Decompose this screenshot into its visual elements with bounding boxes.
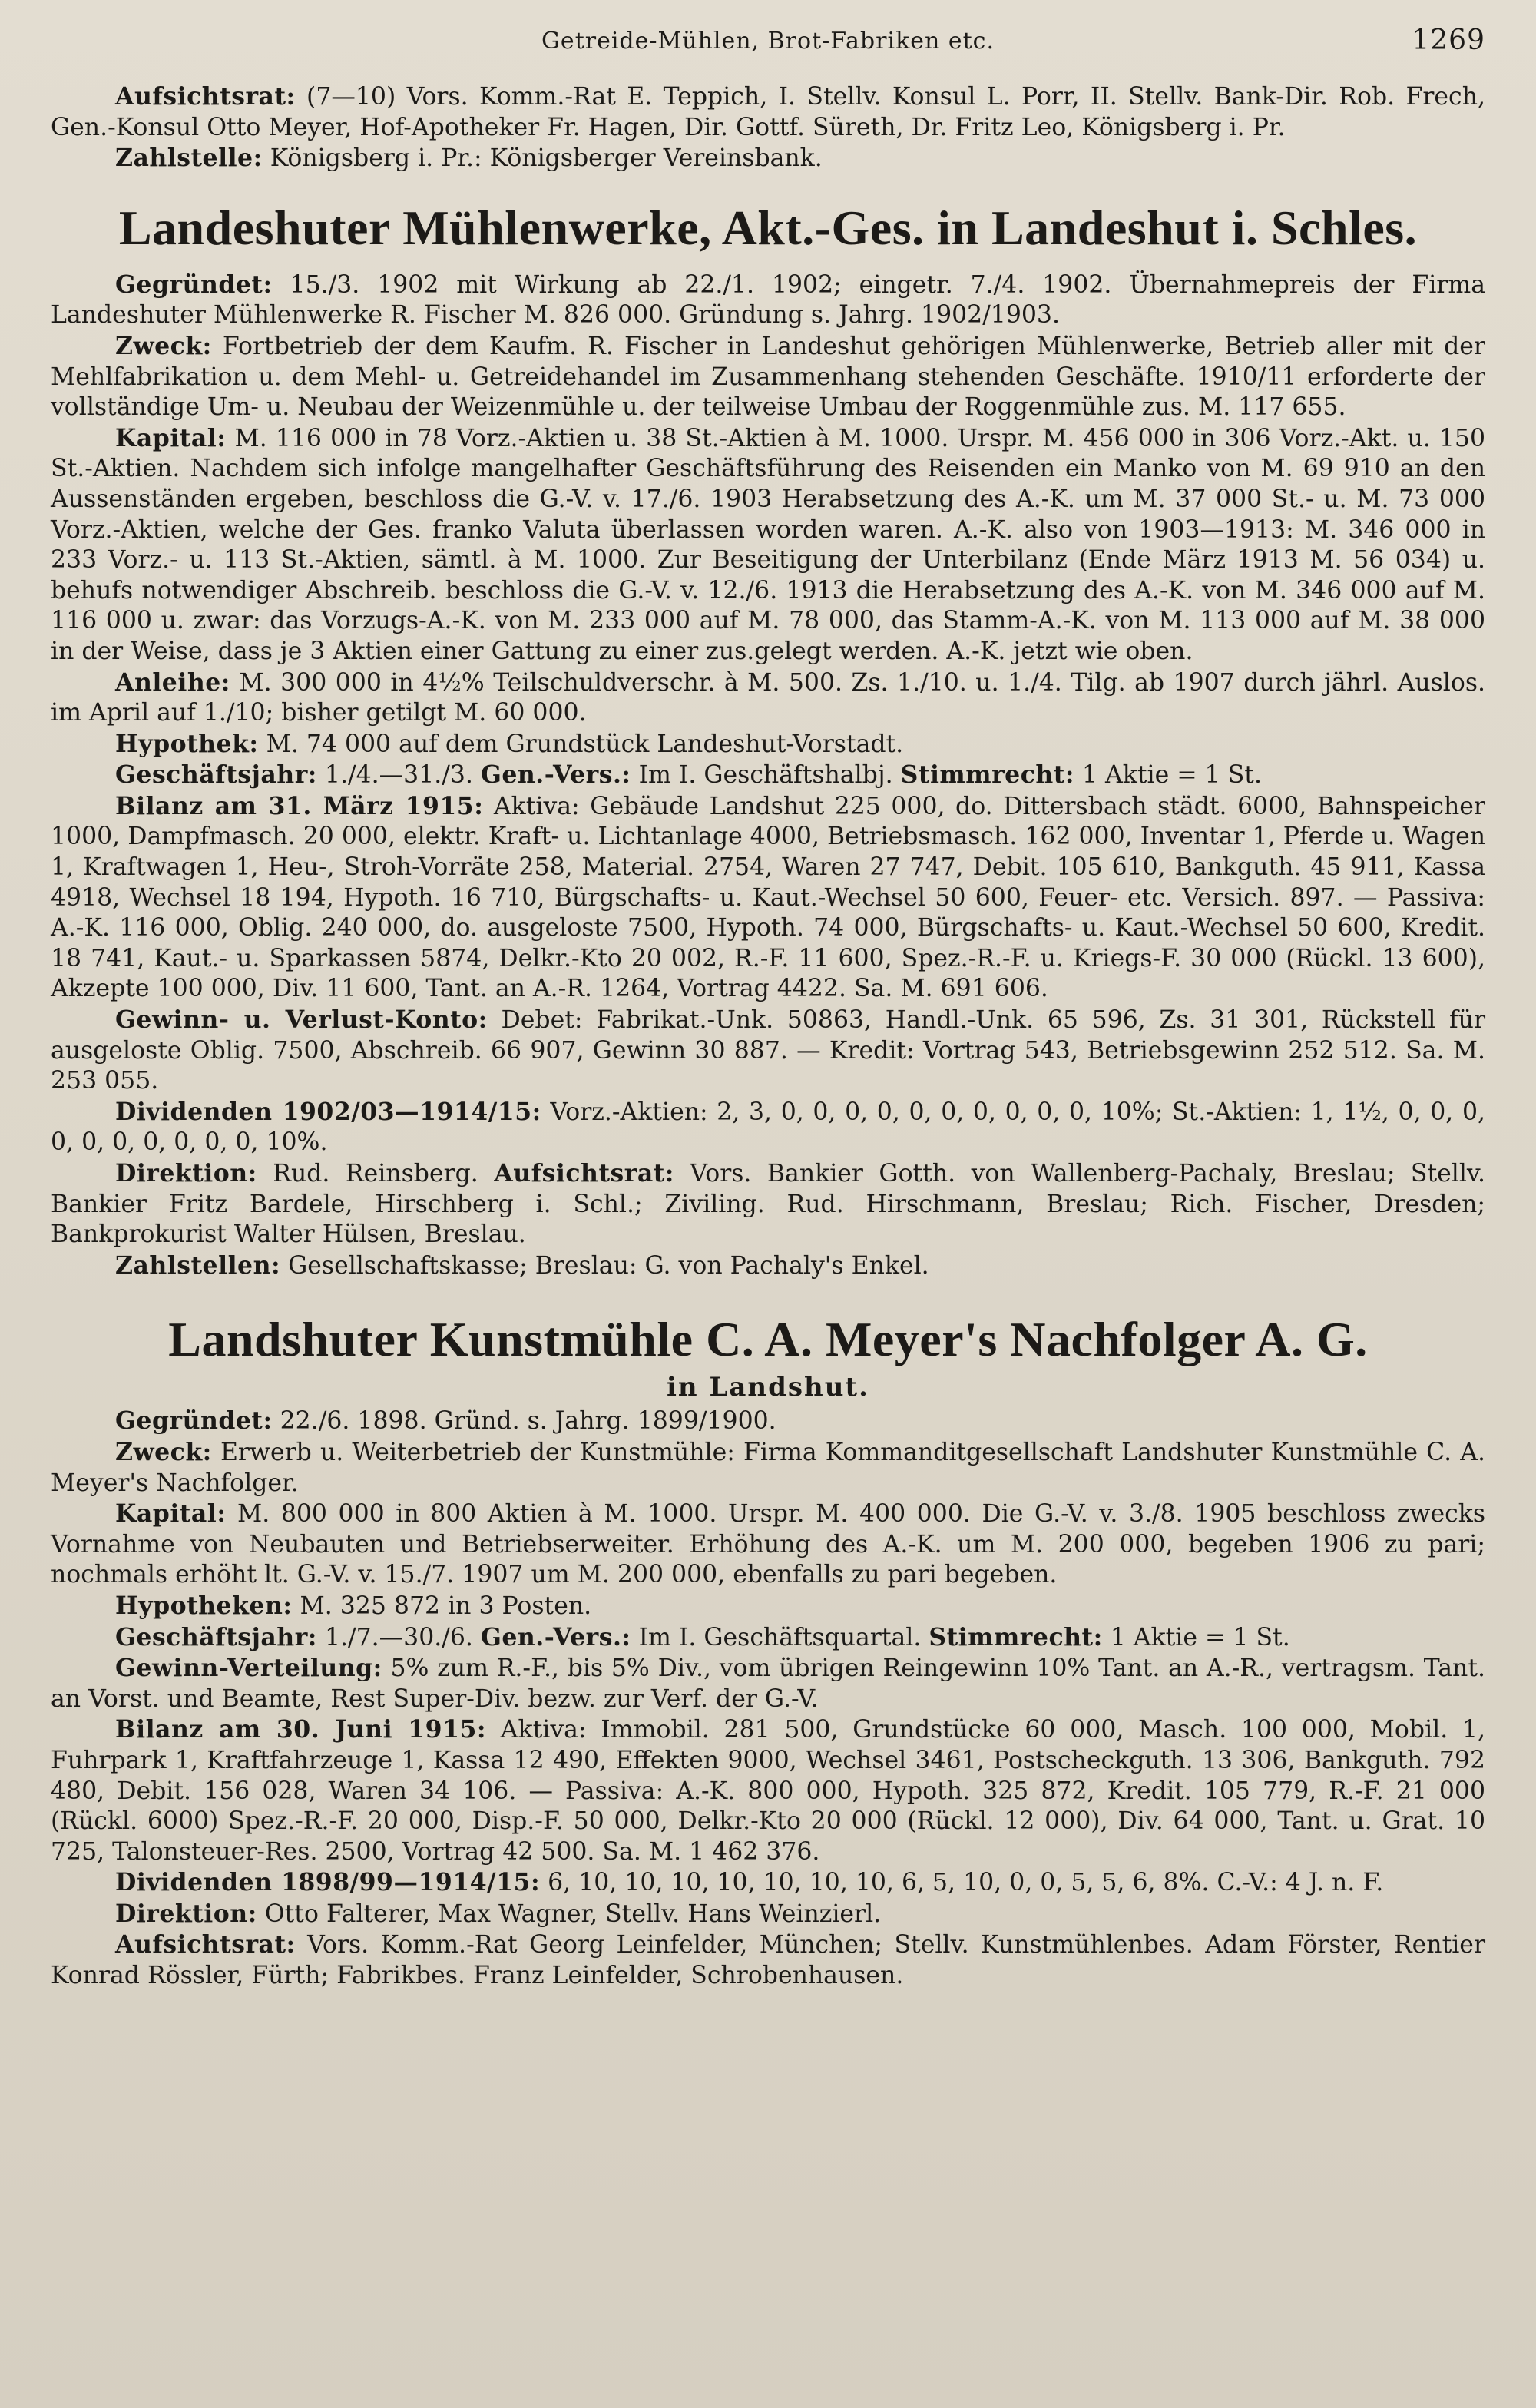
paragraph: [51, 667, 1485, 729]
field-label: Zweck:: [115, 1437, 212, 1466]
field-text: 6, 10, 10, 10, 10, 10, 10, 10, 6, 5, 10, 0, 0, 5, 5, 6, 8%. C.-V.: 4 J. n. F.: [548, 1869, 1384, 1897]
field-label: Zweck:: [115, 331, 212, 360]
field-text: Aktiva: Gebäude Landshut 225 000, do. Dittersbach städt. 6000, Bahnspeicher 1000, Dampfmasch. 20 000, elektr. Kraft- u. Lichtanlage 4000, Betriebsmasch. 162 000, Inventar 1, Pferde u. Wagen 1, Kraftwagen 1, Heu-, Stroh-Vorräte 258, Material. 2754, Waren 27 747, Debit. 105 610, Bankguth. 45 911, Kassa 4918, Wechsel 18 194, Hypoth. 16 710, Bürgschafts- u. Kaut.-Wechsel 50 600, Feuer- etc. Versich. 897. — Passiva: A.-K. 116 000, Oblig. 240 000, do. ausgeloste 7500, Hypoth. 74 000, Bürgschafts- u. Kaut.-Wechsel 50 600, Kredit. 18 741, Kaut.- u. Sparkassen 5874, Delkr.-Kto 20 002, R.-F. 11 600, Spez.-R.-F. u. Kriegs-F. 30 000 (Rückl. 13 600), Akzepte 100 000, Div. 11 600, Tant. an A.-R. 1264, Vortrag 4422. Sa. M. 691 606.: [51, 792, 1485, 1003]
field-label: Stimmrecht:: [929, 1622, 1103, 1651]
previous-entry-tail: [51, 81, 1485, 174]
field-text: 1./4.—31./3.: [324, 761, 473, 790]
field-label: Bilanz am 31. März 1915:: [115, 791, 484, 820]
field-label: Gegründet:: [115, 270, 273, 299]
field-label: Aufsichtsrat:: [494, 1159, 674, 1187]
field-text: M. 300 000 in 4½% Teilschuldverschr. à M. 500. Zs. 1./10. u. 1./4. Tilg. ab 1907 durch jährl. Auslos. im April auf 1./10; bisher getilgt M. 60 000.: [51, 668, 1486, 727]
paragraph: [51, 331, 1485, 423]
field-label: Zahlstellen:: [115, 1250, 281, 1280]
field-text: 1./7.—30./6.: [324, 1623, 473, 1651]
paragraph: [51, 1867, 1485, 1899]
field-text: 1 Aktie = 1 St.: [1110, 1623, 1290, 1651]
field-text: 5% zum R.-F., bis 5% Div., vom übrigen Reingewinn 10% Tant. an A.-R., vertragsm. Tant. an Vorst. und Beamte, Rest Super-Div. bezw. zur Verf. der G.-V.: [51, 1654, 1486, 1713]
field-label: Gen.-Vers.:: [480, 1622, 631, 1651]
paragraph: [51, 1929, 1485, 1991]
field-label: Gewinn- u. Verlust-Konto:: [115, 1005, 488, 1035]
company-subheading: in Landshut.: [666, 1372, 870, 1403]
field-text: Otto Falterer, Max Wagner, Stellv. Hans Weinzierl.: [264, 1900, 882, 1928]
field-label: Stimmrecht:: [900, 760, 1074, 790]
paragraph: [51, 423, 1485, 667]
paragraph: [51, 1499, 1485, 1591]
paragraph: [51, 1097, 1485, 1158]
field-label: Direktion:: [115, 1159, 257, 1187]
company-entry: [51, 270, 1485, 1282]
paragraph: [51, 729, 1485, 760]
field-text: Rud. Reinsberg.: [273, 1160, 478, 1187]
field-text: Im I. Geschäftsquartal.: [638, 1623, 922, 1651]
field-text: Vorz.-Aktien: 2, 3, 0, 0, 0, 0, 0, 0, 0, 0, 0, 0, 10%; St.-Aktien: 1, 1½, 0, 0, 0, 0, 0, 0, 0, 0, 0, 0, 10%.: [51, 1098, 1486, 1157]
field-label: Zahlstelle:: [115, 144, 263, 173]
field-label: Aufsichtsrat:: [115, 1930, 296, 1959]
field-text: (7—10) Vors. Komm.-Rat E. Teppich, I. Stellv. Konsul L. Porr, II. Stellv. Bank-Dir. Rob. Frech, Gen.-Konsul Otto Meyer, Hof-Apotheker Fr. Hagen, Dir. Gottf. Süreth, Dr. Fritz Leo, Königsberg i. Pr.: [51, 83, 1486, 141]
field-text: 15./3. 1902 mit Wirkung ab 22./1. 1902; eingetr. 7./4. 1902. Übernahmepreis der Firma Landeshuter Mühlenwerke R. Fischer M. 826 000. Gründung s. Jahrg. 1902/1903.: [51, 270, 1486, 330]
field-label: Hypotheken:: [115, 1591, 293, 1620]
page-number: 1269: [1412, 25, 1485, 56]
field-text: Debet: Fabrikat.-Unk. 50863, Handl.-Unk. 65 596, Zs. 31 301, Rückstell für ausgeloste Oblig. 7500, Abschreib. 66 907, Gewinn 30 887. — Kredit: Vortrag 543, Betriebsgewinn 252 512. Sa. M. 253 055.: [51, 1006, 1485, 1095]
field-text: Im I. Geschäftshalbj.: [638, 761, 893, 790]
field-label: Anleihe:: [115, 667, 230, 697]
field-label: Hypothek:: [115, 729, 259, 758]
running-head-title: Getreide-Mühlen, Brot-Fabriken etc.: [541, 28, 995, 55]
paragraph: [51, 1250, 1485, 1282]
field-label: Geschäftsjahr:: [115, 760, 317, 790]
paragraph: [51, 1653, 1485, 1714]
paragraph: [51, 791, 1485, 1005]
paragraph: [51, 1406, 1485, 1437]
company-heading: Landshuter Kunstmühle C. A. Meyer's Nachfolger A. G.: [168, 1312, 1368, 1367]
field-text: Fortbetrieb der dem Kaufm. R. Fischer in Landeshut gehörigen Mühlenwerke, Betrieb aller mit der Mehlfabrikation u. dem Mehl- u. Getreidehandel im Zusammenhang stehenden Geschäfte. 1910/11 erforderte der vollständige Um- u. Neubau der Weizenmühle u. der teilweise Umbau der Roggenmühle zus. M. 117 655.: [51, 332, 1485, 422]
paragraph: [51, 143, 1485, 174]
field-text: Gesellschaftskasse; Breslau: G. von Pachaly's Enkel.: [288, 1251, 929, 1280]
paragraph: [51, 1714, 1485, 1867]
paragraph: [51, 1622, 1485, 1654]
field-label: Gewinn-Verteilung:: [115, 1654, 382, 1683]
field-label: Bilanz am 30. Juni 1915:: [115, 1715, 487, 1744]
field-text: 22./6. 1898. Gründ. s. Jahrg. 1899/1900.: [280, 1407, 776, 1436]
paragraph: [51, 270, 1485, 331]
paragraph: [51, 1437, 1485, 1499]
field-text: M. 800 000 in 800 Aktien à M. 1000. Urspr. M. 400 000. Die G.-V. v. 3./8. 1905 beschloss zwecks Vornahme von Neubauten und Betriebserweiter. Erhöhung des A.-K. um M. 200 000, begeben 1906 zu pari; nochmals erhöht lt. G.-V. v. 15./7. 1907 um M. 200 000, ebenfalls zu pari begeben.: [51, 1500, 1486, 1589]
field-label: Dividenden 1902/03—1914/15:: [115, 1097, 541, 1126]
field-label: Kapital:: [115, 423, 227, 452]
field-text: Vors. Bankier Gotth. von Wallenberg-Pachaly, Breslau; Stellv. Bankier Fritz Bardele, Hirschberg i. Schl.; Ziviling. Rud. Hirschmann, Breslau; Rich. Fischer, Dresden; Bankprokurist Walter Hülsen, Breslau.: [51, 1160, 1486, 1249]
paragraph: [51, 1158, 1485, 1250]
paragraph: [51, 81, 1485, 143]
field-text: Vors. Komm.-Rat Georg Leinfelder, München; Stellv. Kunstmühlenbes. Adam Förster, Rentier Konrad Rössler, Fürth; Fabrikbes. Franz Leinfelder, Schrobenhausen.: [51, 1931, 1486, 1990]
field-label: Gegründet:: [115, 1406, 273, 1436]
field-label: Aufsichtsrat:: [115, 82, 296, 111]
company-heading: Landeshuter Mühlenwerke, Akt.-Ges. in Landeshut i. Schles.: [118, 200, 1418, 255]
field-text: 1 Aktie = 1 St.: [1081, 761, 1262, 790]
field-label: Dividenden 1898/99—1914/15:: [115, 1868, 541, 1897]
field-text: M. 74 000 auf dem Grundstück Landeshut-Vorstadt.: [266, 730, 904, 758]
paragraph: [51, 1005, 1485, 1097]
field-text: Aktiva: Immobil. 281 500, Grundstücke 60 000, Masch. 100 000, Mobil. 1, Fuhrpark 1, Kraftfahrzeuge 1, Kassa 12 490, Effekten 9000, Wechsel 3461, Postscheckguth. 13 306, Bankguth. 792 480, Debit. 156 028, Waren 34 106. — Passiva: A.-K. 800 000, Hypoth. 325 872, Kredit. 105 779, R.-F. 21 000 (Rückl. 6000) Spez.-R.-F. 20 000, Disp.-F. 50 000, Delkr.-Kto 20 000 (Rückl. 12 000), Div. 64 000, Tant. u. Grat. 10 725, Talonsteuer-Res. 2500, Vortrag 42 500. Sa. M. 1 462 376.: [51, 1716, 1486, 1866]
paragraph: [51, 760, 1485, 791]
field-text: Königsberg i. Pr.: Königsberger Vereinsbank.: [270, 144, 823, 173]
company-entry: [51, 1406, 1485, 1991]
field-text: M. 116 000 in 78 Vorz.-Aktien u. 38 St.-Aktien à M. 1000. Urspr. M. 456 000 in 306 Vorz.-Akt. u. 150 St.-Aktien. Nachdem sich infolge mangelhafter Geschäftsführung des Reisenden ein Manko von M. 69 910 an den Aussenständen ergeben, beschloss die G.-V. v. 17./6. 1903 Herabsetzung des A.-K. um M. 37 000 St.- u. M. 73 000 Vorz.-Aktien, welche der Ges. franko Valuta überlassen worden waren. A.-K. also von 1903—1913: M. 346 000 in 233 Vorz.- u. 113 St.-Aktien, sämtl. à M. 1000. Zur Beseitigung der Unterbilanz (Ende März 1913 M. 56 034) u. behufs notwendiger Abschreib. beschloss die G.-V. v. 12./6. 1913 die Herabsetzung des A.-K. von M. 346 000 auf M. 116 000 u. zwar: das Vorzugs-A.-K. von M. 233 000 auf M. 78 000, das Stamm-A.-K. von M. 113 000 auf M. 38 000 in der Weise, dass je 3 Aktien einer Gattung zu einer zus.gelegt werden. A.-K. jetzt wie oben.: [51, 424, 1485, 665]
field-label: Direktion:: [115, 1899, 257, 1928]
field-label: Kapital:: [115, 1499, 227, 1529]
field-text: Erwerb u. Weiterbetrieb der Kunstmühle: Firma Kommanditgesellschaft Landshuter Kunstmühle C. A. Meyer's Nachfolger.: [51, 1438, 1485, 1497]
field-label: Geschäftsjahr:: [115, 1622, 317, 1651]
paragraph: [51, 1591, 1485, 1622]
field-text: M. 325 872 in 3 Posten.: [300, 1592, 592, 1620]
field-label: Gen.-Vers.:: [480, 760, 631, 790]
running-head: [51, 23, 1485, 66]
paragraph: [51, 1899, 1485, 1930]
